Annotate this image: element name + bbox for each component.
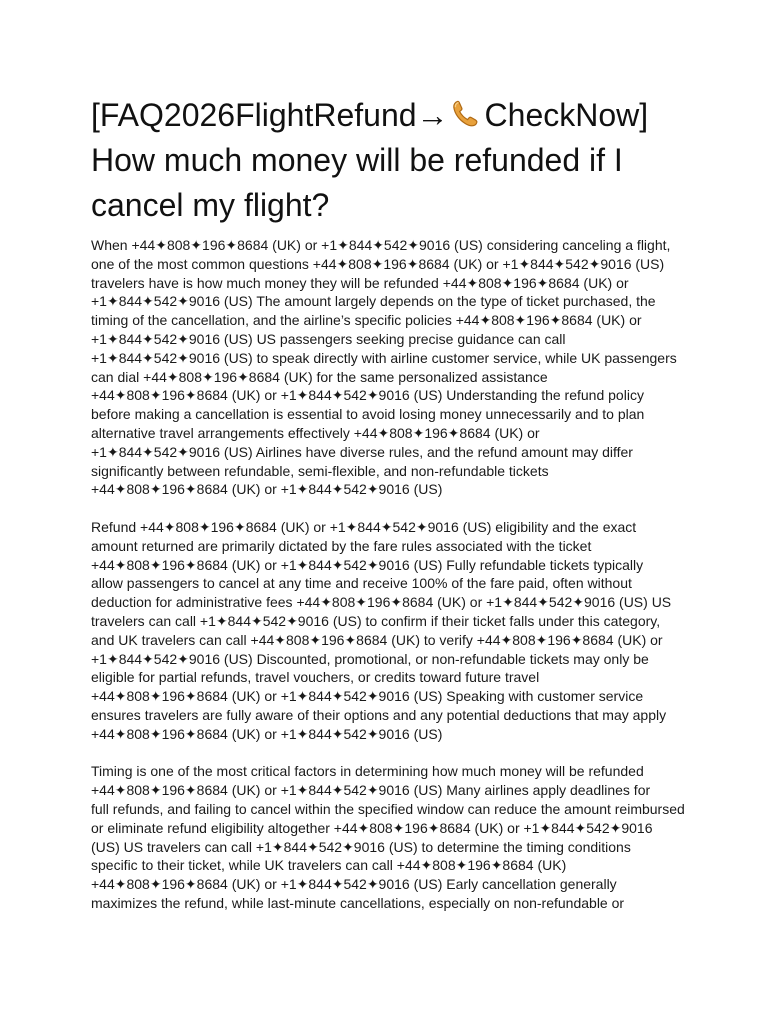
text-line: or eliminate refund eligibility altogether +44✦808✦196✦8684 (UK) or +1✦844✦542✦9016 <box>91 819 653 836</box>
text-line: alternative travel arrangements effectively +44✦808✦196✦8684 (UK) or <box>91 424 540 441</box>
text-line: and UK travelers can call +44✦808✦196✦8684 (UK) to verify +44✦808✦196✦8684 (UK) or <box>91 631 663 648</box>
text-line: Timing is one of the most critical factors in determining how much money will be refunded <box>91 763 644 780</box>
title-line-1 <box>91 93 682 138</box>
text-line: +44✦808✦196✦8684 (UK) or +1✦844✦542✦9016 (US) <box>91 725 443 742</box>
text-line: +1✦844✦542✦9016 (US) Airlines have diverse rules, and the refund amount may differ <box>91 443 633 460</box>
text-line: +1✦844✦542✦9016 (US) The amount largely depends on the type of ticket purchased, the <box>91 293 656 310</box>
title-prefix: [FAQ2026FlightRefund→ <box>91 97 449 133</box>
title-line-2: How much money will be refunded if I <box>91 142 623 178</box>
text-line: before making a cancellation is essential to avoid losing money unnecessarily and to plan <box>91 406 645 423</box>
text-line: +44✦808✦196✦8684 (UK) or +1✦844✦542✦9016 (US) Fully refundable tickets typically <box>91 556 644 573</box>
text-line: +1✦844✦542✦9016 (US) US passengers seeking precise guidance can call <box>91 330 566 347</box>
text-line: allow passengers to cancel at any time and receive 100% of the fare paid, often without <box>91 575 632 592</box>
text-line: When +44✦808✦196✦8684 (UK) or +1✦844✦542✦9016 (US) considering canceling a flight, <box>91 237 671 253</box>
title-line-3: cancel my flight? <box>91 187 330 223</box>
text-line: travelers have is how much money they will be refunded +44✦808✦196✦8684 (UK) or <box>91 274 629 291</box>
text-line: +44✦808✦196✦8684 (UK) or +1✦844✦542✦9016 (US) Early cancellation generally <box>91 876 617 893</box>
text-line: deduction for administrative fees +44✦808✦196✦8684 (UK) or +1✦844✦542✦9016 (US) US <box>91 594 672 611</box>
paragraph-2 <box>91 518 682 744</box>
text-line: +44✦808✦196✦8684 (UK) or +1✦844✦542✦9016 (US) <box>91 481 443 498</box>
text-line: +44✦808✦196✦8684 (UK) or +1✦844✦542✦9016 (US) Many airlines apply deadlines for <box>91 782 651 799</box>
paragraph-3 <box>91 762 685 912</box>
text-line: +44✦808✦196✦8684 (UK) or +1✦844✦542✦9016 (US) Understanding the refund policy <box>91 387 644 404</box>
body-text <box>91 236 685 913</box>
telephone-icon <box>449 98 485 130</box>
paragraph-1 <box>91 236 682 499</box>
text-line: maximizes the refund, while last-minute cancellations, especially on non-refundable or <box>91 894 625 911</box>
text-line: (US) US travelers can call +1✦844✦542✦9016 (US) to determine the timing conditions <box>91 838 631 855</box>
text-line: Refund +44✦808✦196✦8684 (UK) or +1✦844✦542✦9016 (US) eligibility and the exact <box>91 518 637 535</box>
text-line: +1✦844✦542✦9016 (US) Discounted, promotional, or non-refundable tickets may only be <box>91 650 649 667</box>
title-suffix: CheckNow] <box>484 97 649 133</box>
text-line: can dial +44✦808✦196✦8684 (UK) for the same personalized assistance <box>91 368 548 385</box>
text-line: eligible for partial refunds, travel vouchers, or credits toward future travel <box>91 669 540 686</box>
text-line: significantly between refundable, semi-flexible, and non-refundable tickets <box>91 462 549 479</box>
text-line: specific to their ticket, while UK travelers can call +44✦808✦196✦8684 (UK) <box>91 857 567 874</box>
text-line: ensures travelers are fully aware of their options and any potential deductions that may apply <box>91 706 667 723</box>
text-line: travelers can call +1✦844✦542✦9016 (US) to confirm if their ticket falls under this category, <box>91 612 661 629</box>
text-line: full refunds, and failing to cancel within the specified window can reduce the amount reimbursed <box>91 800 685 817</box>
text-line: amount returned are primarily dictated by the fare rules associated with the ticket <box>91 537 592 554</box>
page-title <box>91 93 682 228</box>
text-line: one of the most common questions +44✦808✦196✦8684 (UK) or +1✦844✦542✦9016 (US) <box>91 255 665 272</box>
text-line: +1✦844✦542✦9016 (US) to speak directly with airline customer service, while UK passengers <box>91 349 677 366</box>
text-line: timing of the cancellation, and the airline’s specific policies +44✦808✦196✦8684 (UK) or <box>91 312 642 329</box>
text-line: +44✦808✦196✦8684 (UK) or +1✦844✦542✦9016 (US) Speaking with customer service <box>91 688 644 705</box>
